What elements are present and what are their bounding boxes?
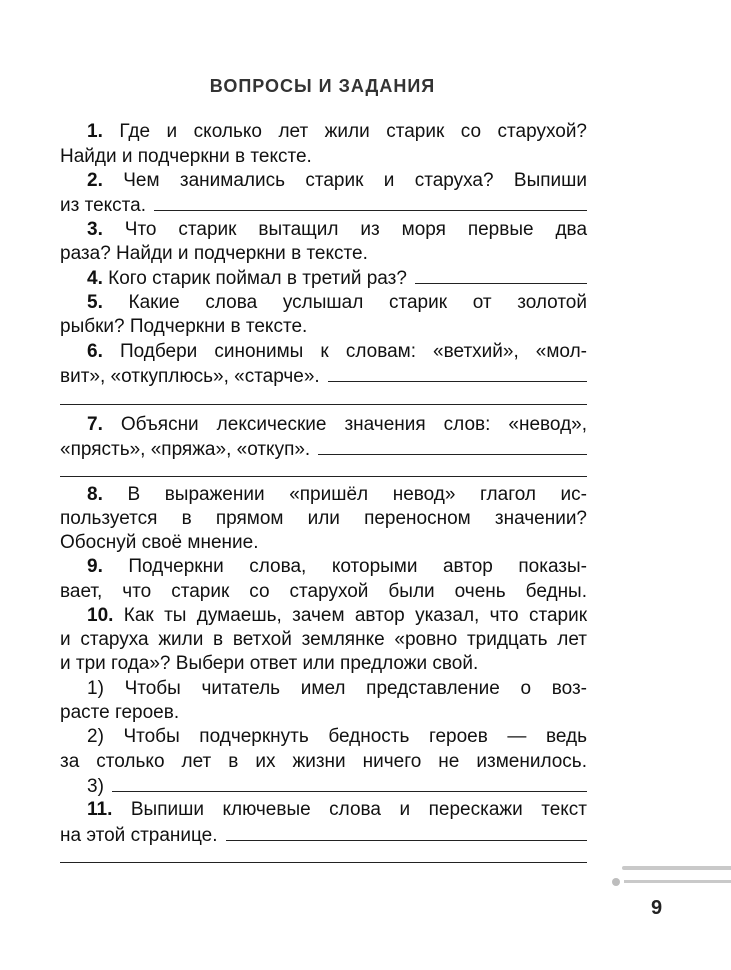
section-heading: ВОПРОСЫ И ЗАДАНИЯ: [209, 76, 436, 96]
q4-line-1: [60, 266, 587, 290]
q10-text-1: Как ты думаешь, зачем автор указал, что старик: [123, 605, 588, 626]
q4-text-1: Кого старик поймал в третий раз?: [108, 268, 407, 289]
q7-answer-line[interactable]: [318, 437, 587, 455]
q7-line-1: [60, 413, 587, 437]
q5-text-1: Какие слова услышал старик от золотой: [128, 292, 587, 313]
q6-line-2: [60, 364, 587, 388]
q6-extra-answer-line[interactable]: [60, 404, 587, 405]
q6-text-1: Подбери синонимы к словам: «ветхий», «мол-: [119, 341, 587, 362]
option-3-label: 3): [87, 776, 104, 797]
q11-answer-line[interactable]: [226, 823, 587, 841]
q6-line-1: [60, 340, 587, 364]
q3-line-2: [60, 242, 587, 266]
q9-text-1: Подчеркни слова, которыми автор показы-: [128, 556, 587, 577]
q10-text-3: и три года»? Выбери ответ или предложи свой.: [60, 653, 479, 674]
q5-number: 5.: [87, 292, 103, 313]
footer-decor-dot: [612, 878, 620, 886]
q8-line-1: [60, 483, 587, 507]
q2-text-1: Чем занимались старик и старуха? Выпиши: [123, 170, 587, 191]
q5-line-2: [60, 315, 587, 339]
q11-text-1: Выпиши ключевые слова и перескажи текст: [130, 799, 587, 820]
q11-extra-answer-line[interactable]: [60, 862, 587, 863]
q10-line-1: [60, 604, 587, 628]
q10-line-2: [60, 628, 587, 652]
q2-line-2: [60, 193, 587, 217]
q4-number: 4.: [87, 268, 103, 289]
option-2-text-2: за столько лет в их жизни ничего не изменилось.: [60, 751, 587, 772]
q2-line-1: [60, 169, 587, 193]
q8-line-3: [60, 531, 587, 555]
q11-number: 11.: [87, 799, 113, 820]
q9-line-1: [60, 555, 587, 579]
q7-line-2: [60, 437, 587, 461]
option-2-line-1: [60, 725, 587, 749]
option-1-text-2: расте героев.: [60, 702, 180, 723]
q1-number: 1.: [87, 121, 103, 142]
q3-number: 3.: [87, 219, 103, 240]
q10-number: 10.: [87, 605, 114, 626]
q9-text-2: вает, что старик со старухой были очень бедны.: [60, 581, 587, 602]
q2-text-2: из текста.: [60, 195, 147, 216]
q7-text-2: «прясть», «пряжа», «откуп».: [60, 439, 311, 460]
q9-number: 9.: [87, 556, 103, 577]
q2-number: 2.: [87, 170, 103, 191]
option-2-line-2: [60, 750, 587, 774]
page-number: 9: [651, 897, 663, 919]
q10-text-2: и старуха жили в ветхой землянке «ровно тридцать лет: [60, 629, 587, 650]
q3-text-2: раза? Найди и подчеркни в тексте.: [60, 243, 368, 264]
q11-line-1: [60, 798, 587, 822]
q1-line-2: [60, 145, 587, 169]
q4-answer-line[interactable]: [415, 266, 587, 284]
q5-text-2: рыбки? Подчеркни в тексте.: [60, 316, 308, 337]
q11-line-2: [60, 823, 587, 847]
q6-number: 6.: [87, 341, 103, 362]
q1-text-2: Найди и подчеркни в тексте.: [60, 146, 312, 167]
q7-number: 7.: [87, 414, 103, 435]
option-1-text-1: 1) Чтобы читатель имел представление о воз-: [87, 678, 587, 699]
q7-extra-answer-line[interactable]: [60, 476, 587, 477]
option-1-line-2: [60, 701, 587, 725]
q8-line-2: [60, 507, 587, 531]
q8-text-3: Обоснуй своё мнение.: [60, 532, 259, 553]
q3-line-1: [60, 218, 587, 242]
q5-line-1: [60, 291, 587, 315]
option-3-line: [60, 774, 587, 798]
q3-text-1: Что старик вытащил из моря первые два: [124, 219, 588, 240]
q8-text-1: В выражении «пришёл невод» глагол ис-: [127, 484, 587, 505]
option-3-answer-line[interactable]: [112, 774, 587, 792]
q2-answer-line[interactable]: [154, 193, 587, 211]
q6-answer-line[interactable]: [328, 364, 587, 382]
option-2-text-1: 2) Чтобы подчеркнуть бедность героев — ведь: [87, 726, 587, 747]
footer-decor-bar-bottom: [624, 880, 731, 883]
q8-number: 8.: [87, 484, 103, 505]
q1-text-1: Где и сколько лет жили старик со старухой?: [119, 121, 587, 142]
q8-text-2: пользуется в прямом или переносном значении?: [60, 508, 587, 529]
option-1-line-1: [60, 677, 587, 701]
q7-text-1: Объясни лексические значения слов: «невод»,: [120, 414, 587, 435]
q6-text-2: вит», «откуплюсь», «старче».: [60, 366, 320, 387]
footer-decor-bar-top: [622, 866, 731, 870]
q9-line-2: [60, 580, 587, 604]
q10-line-3: [60, 652, 587, 676]
q11-text-2: на этой странице.: [60, 825, 218, 846]
q1-line-1: [60, 120, 587, 144]
